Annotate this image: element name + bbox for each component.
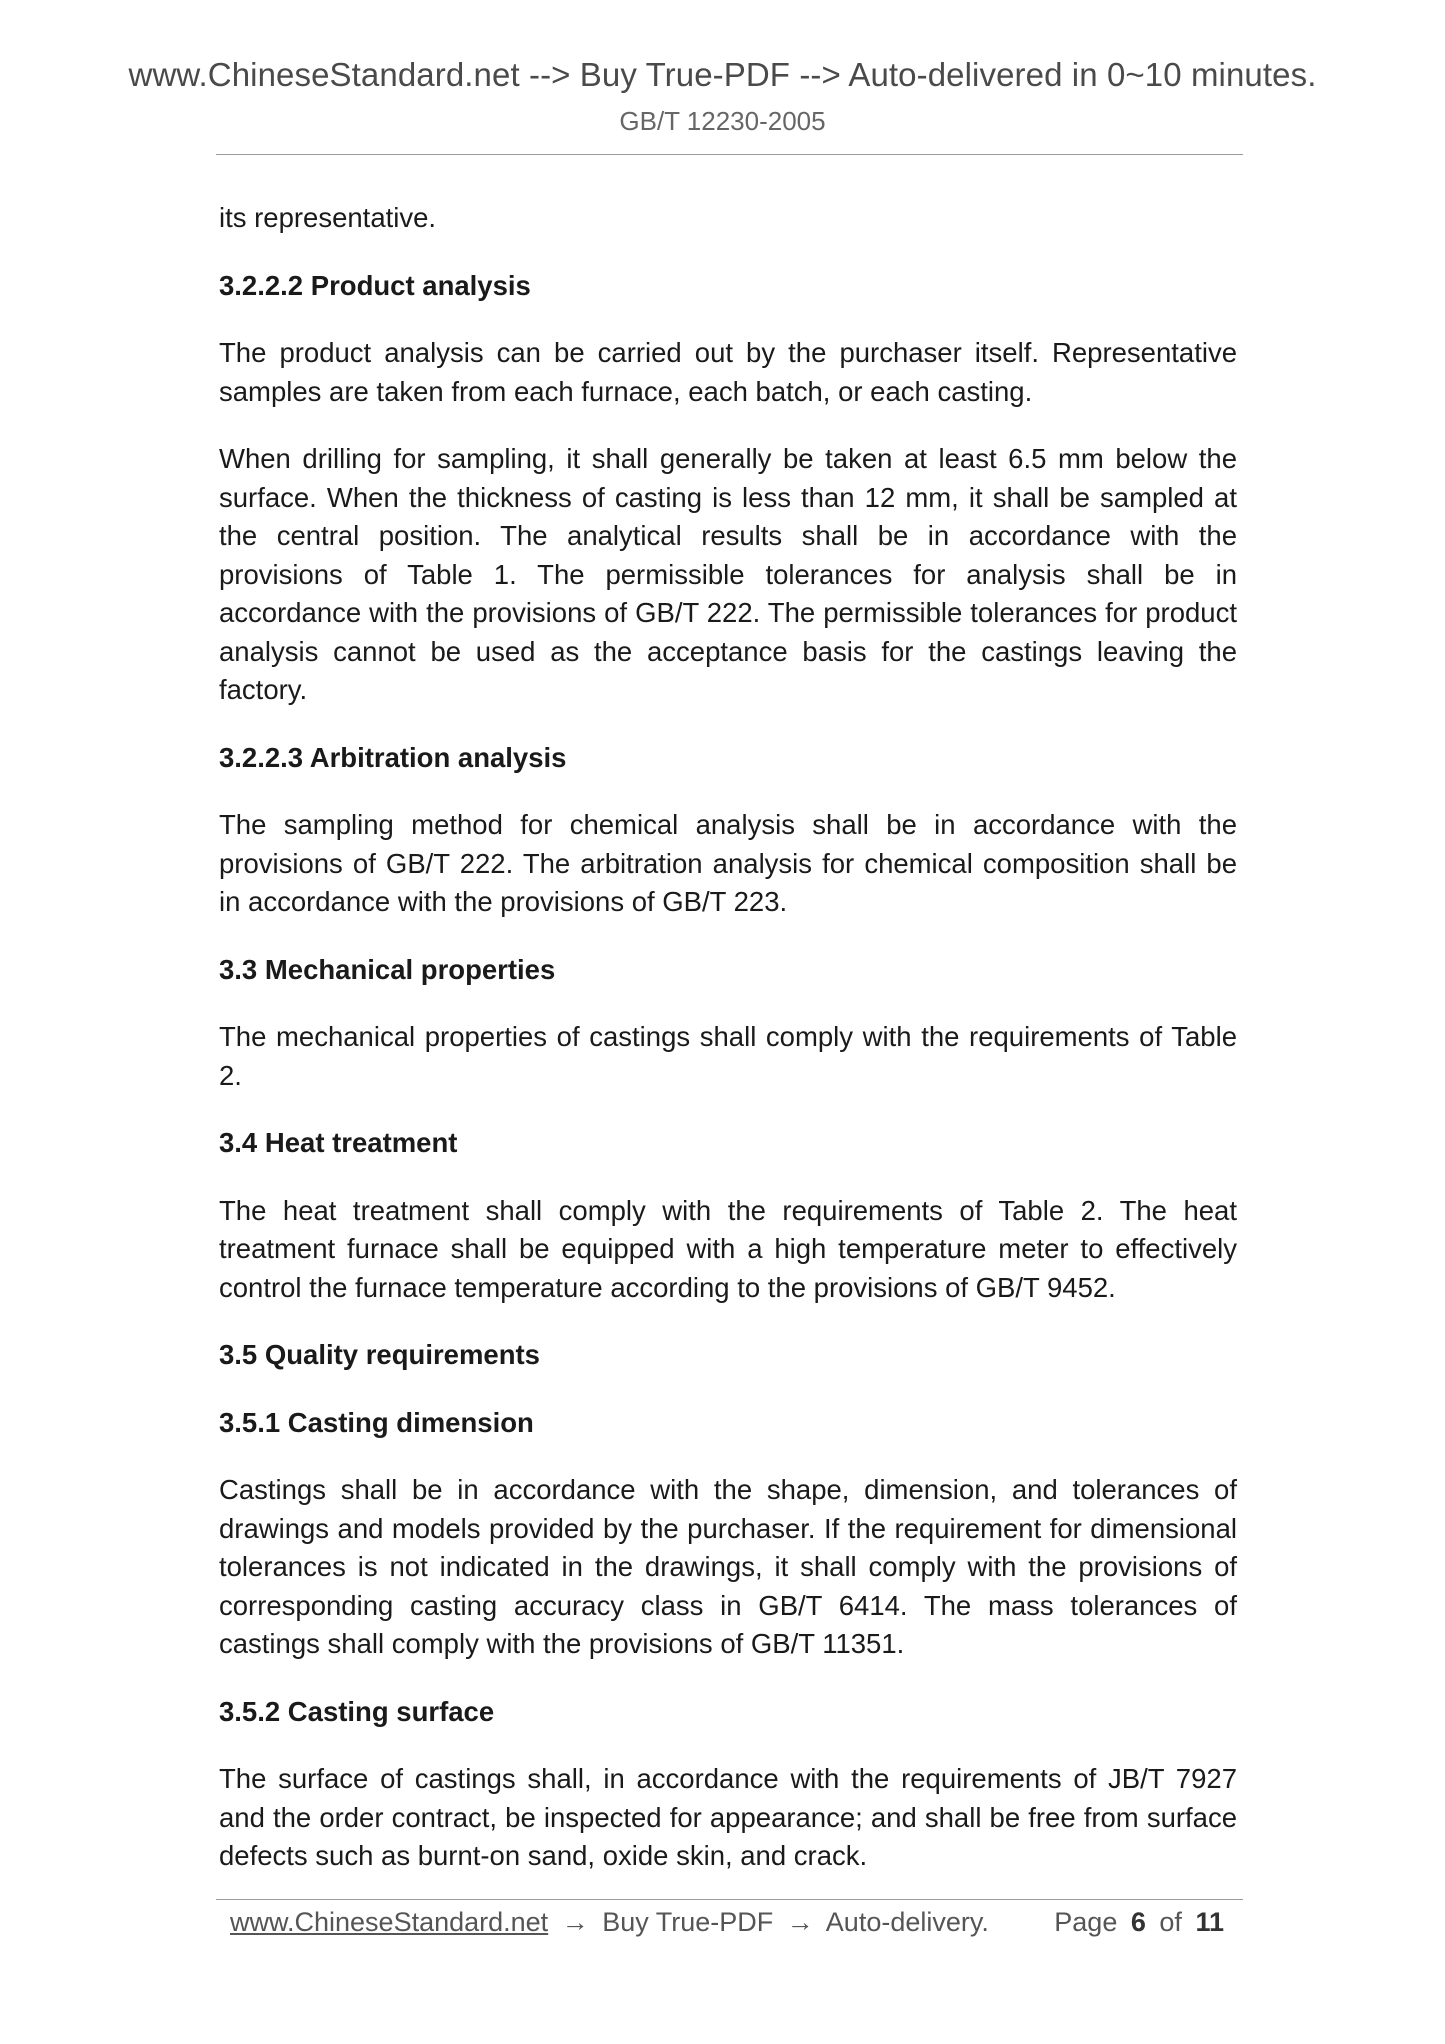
of-label: of bbox=[1159, 1907, 1182, 1937]
paragraph-product-analysis-2: When drilling for sampling, it shall generally be taken at least 6.5 mm below the surface. When the thickness of casting is less than 12 mm, it shall be sampled at the central position. The analytical results shall be in accordance with the provisions of Table 1. The permissible tolerances for analysis shall be in accordance with the provisions of GB/T 222. The permissible tolerances for product analysis cannot be used as the acceptance basis for the castings leaving the factory. bbox=[219, 443, 1237, 705]
paragraph-product-analysis-1: The product analysis can be carried out by the purchaser itself. Representative samples are taken from each furnace, each batch, or each casting. bbox=[219, 337, 1237, 407]
heading-3-3: 3.3 Mechanical properties bbox=[219, 953, 556, 985]
heading-3-5-2: 3.5.2 Casting surface bbox=[219, 1695, 495, 1727]
page-body bbox=[219, 199, 1237, 1905]
footer-buy-text: Buy True-PDF bbox=[602, 1907, 774, 1937]
arrow-right-icon: → bbox=[786, 1907, 814, 1937]
page-label: Page bbox=[1054, 1907, 1118, 1937]
arrow-right-icon: → bbox=[561, 1907, 589, 1937]
page-number: 6 bbox=[1130, 1907, 1146, 1937]
paragraph-arbitration-analysis: The sampling method for chemical analysis shall be in accordance with the provisions of GB/T 222. The arbitration analysis for chemical composition shall be in accordance with the provisions of GB/T 223. bbox=[219, 809, 1237, 917]
page-indicator bbox=[1054, 1902, 1230, 1942]
header-divider bbox=[216, 154, 1243, 155]
paragraph-heat-treatment: The heat treatment shall comply with the requirements of Table 2. The heat treatment furnace shall be equipped with a high temperature meter to effectively control the furnace temperature according to the provisions of GB/T 9452. bbox=[219, 1194, 1237, 1303]
footer-site-link[interactable]: www.ChineseStandard.net bbox=[230, 1907, 549, 1937]
paragraph-continuation: its representative. bbox=[219, 202, 437, 233]
footer-delivery-text: Auto-delivery. bbox=[825, 1907, 989, 1937]
paragraph-mechanical-properties: The mechanical properties of castings shall comply with the requirements of Table 2. bbox=[219, 1021, 1237, 1091]
heading-3-5-1: 3.5.1 Casting dimension bbox=[219, 1406, 534, 1438]
heading-3-4: 3.4 Heat treatment bbox=[219, 1127, 458, 1158]
heading-3-2-2-3: 3.2.2.3 Arbitration analysis bbox=[219, 741, 567, 773]
heading-3-5: 3.5 Quality requirements bbox=[219, 1339, 540, 1370]
paragraph-casting-dimension: Castings shall be in accordance with the shape, dimension, and tolerances of drawings and models provided by the purchaser. If the requirement for dimensional tolerances is not indicated in the drawings, it shall comply with the provisions of corresponding casting accuracy class in GB/T 6414. The mass tolerances of castings shall comply with the provisions of GB/T 11351. bbox=[219, 1474, 1237, 1659]
page-footer bbox=[230, 1902, 1230, 1942]
paragraph-casting-surface: The surface of castings shall, in accordance with the requirements of JB/T 7927 and the order contract, be inspected for appearance; and shall be free from surface defects such as burnt-on sand, oxide skin, and crack. bbox=[219, 1763, 1237, 1871]
page-total: 11 bbox=[1195, 1907, 1224, 1937]
footer-divider bbox=[216, 1899, 1243, 1900]
header-banner: www.ChineseStandard.net --> Buy True-PDF --> Auto-delivered in 0~10 minutes. bbox=[128, 56, 1317, 93]
document-id: GB/T 12230-2005 bbox=[619, 106, 826, 136]
heading-3-2-2-2: 3.2.2.2 Product analysis bbox=[219, 269, 531, 301]
